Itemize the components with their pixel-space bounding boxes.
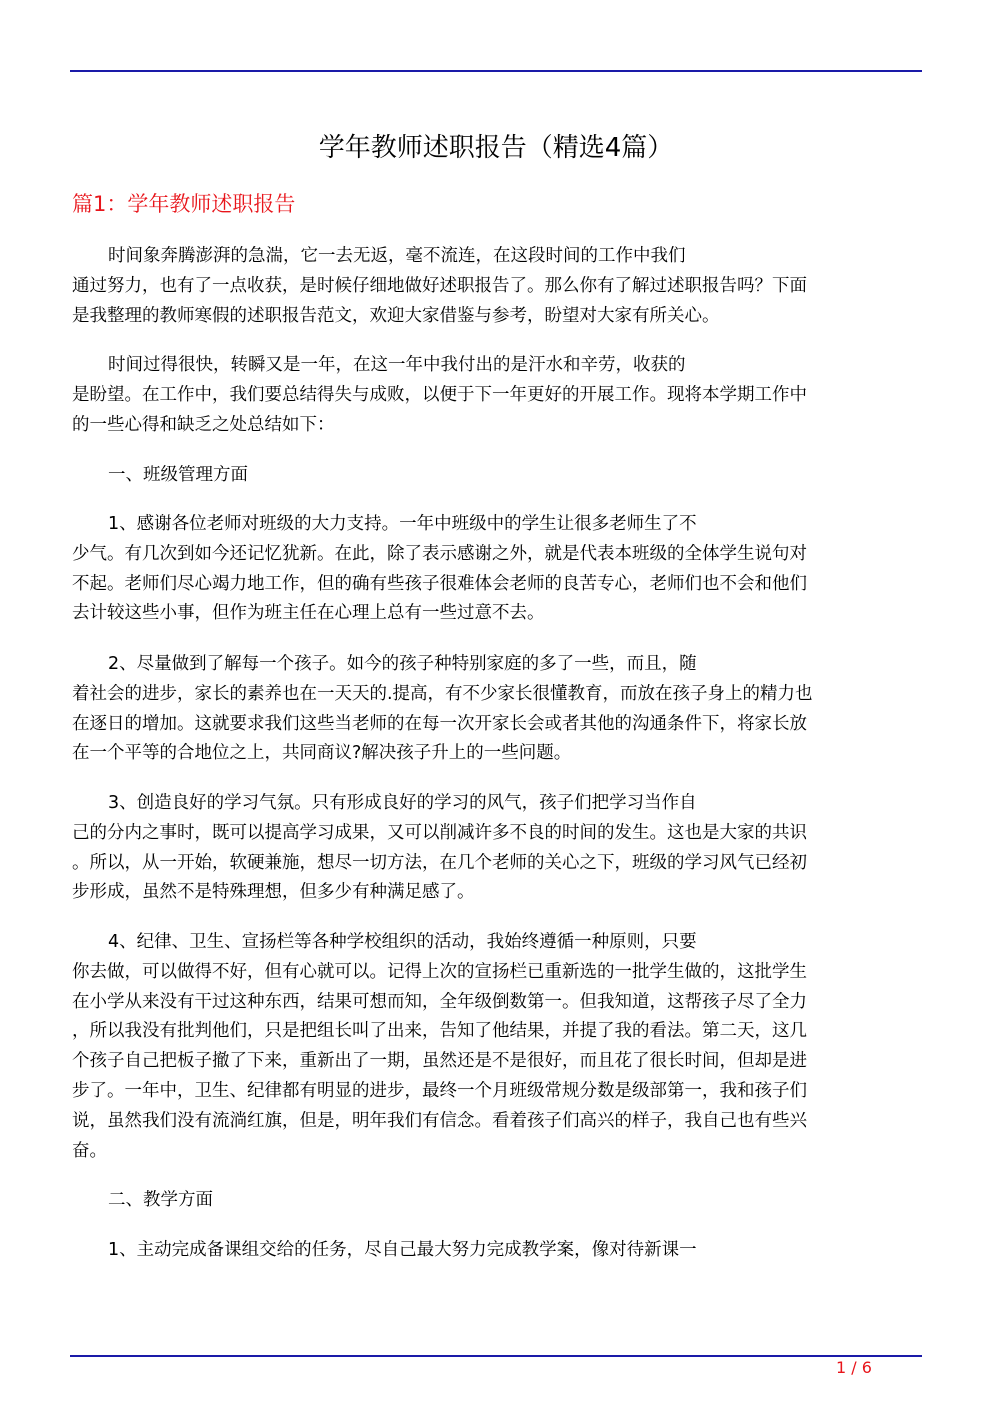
paragraph-first-line: 二、教学方面	[108, 1190, 213, 1210]
paragraph-line: 不起。老师们尽心竭力地工作，但的确有些孩子很难体会老师的良苦专心，老师们也不会和他们	[72, 573, 807, 594]
paragraph-first-line: 1、感谢各位老师对班级的大力支持。一年中班级中的学生让很多老师生了不	[108, 514, 697, 534]
paragraph-first-line: 时间象奔腾澎湃的急湍，它一去无返，毫不流连，在这段时间的工作中我们	[108, 246, 686, 266]
top-rule	[70, 70, 922, 72]
paragraph-line: 步了。一年中，卫生、纪律都有明显的进步，最终一个月班级常规分数是级部第一，我和孩子们	[72, 1081, 807, 1101]
paragraph-line: 少气。有几次到如今还记忆犹新。在此，除了表示感谢之外，就是代表本班级的全体学生说句对	[72, 543, 807, 564]
paragraph-line: 是我整理的教师寒假的述职报告范文，欢迎大家借鉴与参考，盼望对大家有所关心。	[72, 305, 720, 326]
paragraph-line: 步形成，虽然不是特殊理想，但多少有种满足感了。	[72, 882, 475, 903]
paragraph-first-line: 4、纪律、卫生、宣扬栏等各种学校组织的活动，我始终遵循一种原则，只要	[108, 932, 697, 952]
paragraph-first-line: 2、尽量做到了解每一个孩子。如今的孩子种特别家庭的多了一些，而且，随	[108, 654, 697, 674]
paragraph-first-line: 一、班级管理方面	[108, 465, 248, 485]
paragraph-line: 在小学从来没有干过这种东西，结果可想而知，全年级倒数第一。但我知道，这帮孩子尽了全力	[72, 991, 807, 1012]
paragraph-line: 在一个平等的合地位之上，共同商议?解决孩子升上的一些问题。	[72, 743, 572, 764]
paragraph-line: ，所以我没有批判他们，只是把组长叫了出来，告知了他结果，并提了我的看法。第二天，这几	[72, 1021, 807, 1042]
bottom-rule	[70, 1355, 922, 1357]
paragraph-line: 。所以，从一开始，软硬兼施，想尽一切方法，在几个老师的关心之下，班级的学习风气已经初	[72, 852, 807, 873]
section-heading: 篇1：学年教师述职报告	[72, 192, 296, 216]
paragraph-first-line: 1、主动完成备课组交给的任务，尽自己最大努力完成教学案，像对待新课一	[108, 1240, 697, 1260]
paragraph-first-line: 时间过得很快，转瞬又是一年，在这一年中我付出的是汗水和辛劳，收获的	[108, 355, 686, 375]
paragraph-line: 己的分内之事时，既可以提高学习成果，又可以削减许多不良的时间的发生。这也是大家的共识	[72, 822, 807, 843]
paragraph-line: 说，虽然我们没有流淌红旗，但是，明年我们有信念。看着孩子们高兴的样子，我自己也有些兴	[72, 1110, 807, 1131]
paragraph-line: 奋。	[72, 1140, 107, 1161]
document-title: 学年教师述职报告（精选4篇）	[318, 133, 674, 163]
paragraph-line: 你去做，可以做得不好，但有心就可以。记得上次的宣扬栏已重新选的一批学生做的，这批学生	[72, 961, 807, 982]
paragraph-line: 着社会的进步，家长的素养也在一天天的.提高，有不少家长很懂教育，而放在孩子身上的精力也	[72, 683, 813, 704]
paragraph-line: 通过努力，也有了一点收获，是时候仔细地做好述职报告了。那么你有了解过述职报告吗？下面	[72, 275, 807, 296]
paragraph-first-line: 3、创造良好的学习气氛。只有形成良好的学习的风气，孩子们把学习当作自	[108, 793, 697, 813]
paragraph-line: 个孩子自己把板子撤了下来，重新出了一期，虽然还是不是很好，而且花了很长时间，但却是进	[72, 1051, 807, 1072]
paragraph-line: 在逐日的增加。这就要求我们这些当老师的在每一次开家长会或者其他的沟通条件下，将家长放	[72, 713, 807, 734]
page-number: 1 / 6	[836, 1358, 872, 1377]
paragraph-line: 是盼望。在工作中，我们要总结得失与成败，以便于下一年更好的开展工作。现将本学期工作中	[72, 384, 807, 405]
paragraph-line: 去计较这些小事，但作为班主任在心理上总有一些过意不去。	[72, 603, 545, 624]
paragraph-line: 的一些心得和缺乏之处总结如下：	[72, 414, 335, 435]
